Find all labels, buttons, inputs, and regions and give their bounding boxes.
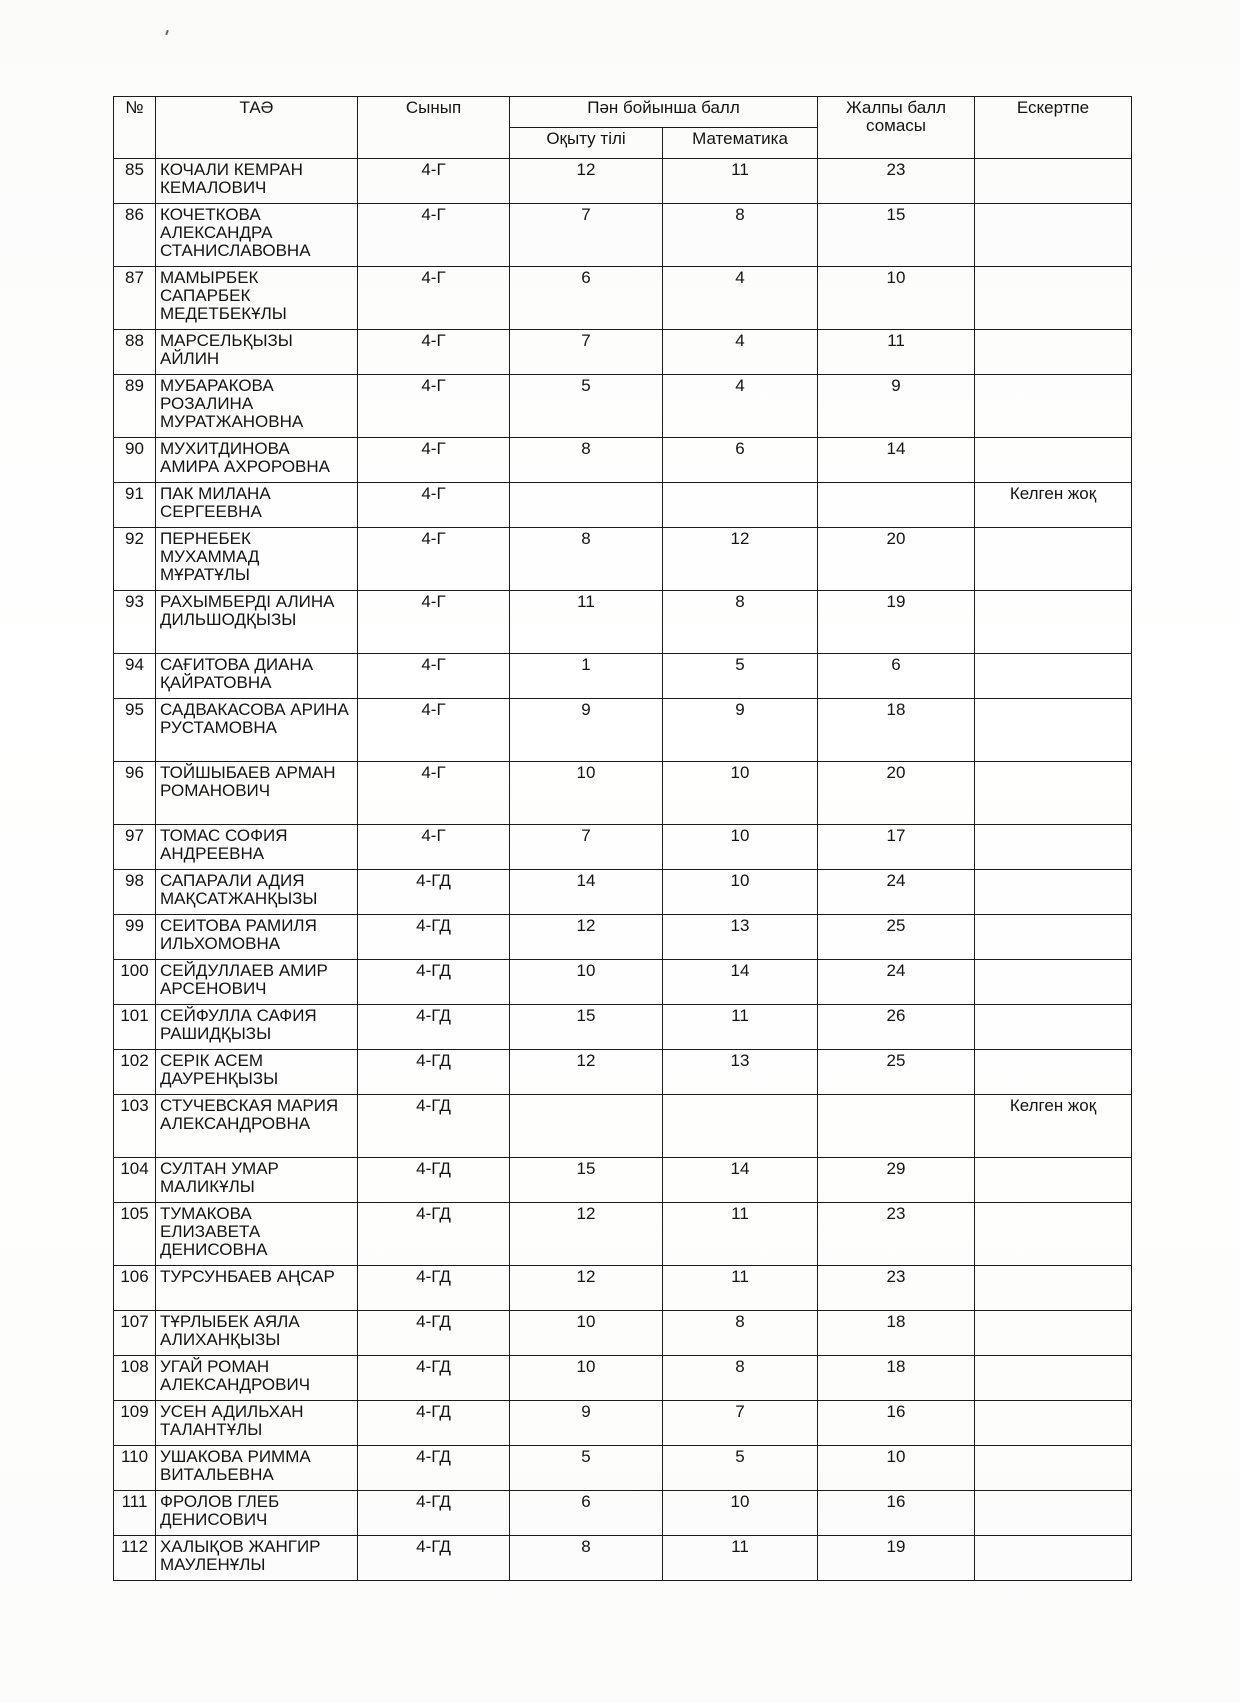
student-name: МУХИТДИНОВА АМИРА АХРОРОВНА — [156, 438, 358, 483]
student-name: КОЧЕТКОВА АЛЕКСАНДРА СТАНИСЛАВОВНА — [156, 204, 358, 267]
table-row — [114, 699, 1132, 762]
total-score: 15 — [818, 204, 975, 267]
student-name: ТҰРЛЫБЕК АЯЛА АЛИХАНҚЫЗЫ — [156, 1311, 358, 1356]
math-score — [663, 1095, 818, 1158]
lang-score: 7 — [510, 204, 663, 267]
student-name: УГАЙ РОМАН АЛЕКСАНДРОВИЧ — [156, 1356, 358, 1401]
note-cell — [975, 375, 1132, 438]
note-cell — [975, 1356, 1132, 1401]
student-name: МАРСЕЛЬҚЫЗЫ АЙЛИН — [156, 330, 358, 375]
note-cell — [975, 960, 1132, 1005]
lang-score: 12 — [510, 1050, 663, 1095]
table-row — [114, 204, 1132, 267]
math-score: 12 — [663, 528, 818, 591]
student-name: СЕРІК АСЕМ ДАУРЕНҚЫЗЫ — [156, 1050, 358, 1095]
class-cell: 4-ГД — [358, 1311, 510, 1356]
table-row — [114, 825, 1132, 870]
lang-score: 1 — [510, 654, 663, 699]
table-row — [114, 330, 1132, 375]
table-row — [114, 1158, 1132, 1203]
math-score: 11 — [663, 1203, 818, 1266]
class-cell: 4-ГД — [358, 1158, 510, 1203]
student-name: САДВАКАСОВА АРИНА РУСТАМОВНА — [156, 699, 358, 762]
lang-score: 5 — [510, 1446, 663, 1491]
row-number: 102 — [114, 1050, 156, 1095]
table-row — [114, 438, 1132, 483]
table-row — [114, 870, 1132, 915]
row-number: 99 — [114, 915, 156, 960]
note-cell: Келген жоқ — [975, 1095, 1132, 1158]
table-row — [114, 1005, 1132, 1050]
table-row — [114, 375, 1132, 438]
row-number: 86 — [114, 204, 156, 267]
table-body — [114, 159, 1132, 1581]
math-score: 11 — [663, 1266, 818, 1311]
table-row — [114, 1203, 1132, 1266]
total-score — [818, 483, 975, 528]
row-number: 97 — [114, 825, 156, 870]
class-cell: 4-Г — [358, 267, 510, 330]
lang-score — [510, 1095, 663, 1158]
class-cell: 4-ГД — [358, 915, 510, 960]
header-note: Ескертпе — [975, 97, 1132, 159]
class-cell: 4-Г — [358, 762, 510, 825]
student-name: СЕЙДУЛЛАЕВ АМИР АРСЕНОВИЧ — [156, 960, 358, 1005]
lang-score: 10 — [510, 1311, 663, 1356]
table-row — [114, 591, 1132, 654]
scan-speck — [165, 30, 169, 35]
row-number: 87 — [114, 267, 156, 330]
total-score: 24 — [818, 960, 975, 1005]
student-name: СУЛТАН УМАР МАЛИКҰЛЫ — [156, 1158, 358, 1203]
math-score: 7 — [663, 1401, 818, 1446]
class-cell: 4-Г — [358, 591, 510, 654]
table-row — [114, 267, 1132, 330]
total-score: 9 — [818, 375, 975, 438]
class-cell: 4-Г — [358, 375, 510, 438]
results-table — [113, 96, 1132, 1581]
lang-score: 8 — [510, 1536, 663, 1581]
student-name: ФРОЛОВ ГЛЕБ ДЕНИСОВИЧ — [156, 1491, 358, 1536]
student-name: СЕЙФУЛЛА САФИЯ РАШИДҚЫЗЫ — [156, 1005, 358, 1050]
note-cell — [975, 654, 1132, 699]
total-score — [818, 1095, 975, 1158]
math-score: 14 — [663, 960, 818, 1005]
student-name: УШАКОВА РИММА ВИТАЛЬЕВНА — [156, 1446, 358, 1491]
total-score: 20 — [818, 528, 975, 591]
lang-score: 12 — [510, 1203, 663, 1266]
lang-score: 12 — [510, 915, 663, 960]
row-number: 112 — [114, 1536, 156, 1581]
class-cell: 4-Г — [358, 528, 510, 591]
total-score: 23 — [818, 1203, 975, 1266]
lang-score: 9 — [510, 699, 663, 762]
class-cell: 4-ГД — [358, 1401, 510, 1446]
table-row — [114, 159, 1132, 204]
math-score: 8 — [663, 1311, 818, 1356]
table-row — [114, 483, 1132, 528]
math-score: 4 — [663, 375, 818, 438]
lang-score: 5 — [510, 375, 663, 438]
lang-score: 11 — [510, 591, 663, 654]
student-name: ТУРСУНБАЕВ АҢСАР — [156, 1266, 358, 1311]
class-cell: 4-ГД — [358, 960, 510, 1005]
lang-score: 12 — [510, 159, 663, 204]
class-cell: 4-ГД — [358, 1266, 510, 1311]
header-subject-score: Пән бойынша балл — [510, 97, 818, 128]
note-cell — [975, 591, 1132, 654]
row-number: 96 — [114, 762, 156, 825]
lang-score: 10 — [510, 762, 663, 825]
note-cell — [975, 1536, 1132, 1581]
table-row — [114, 1536, 1132, 1581]
row-number: 88 — [114, 330, 156, 375]
student-name: РАХЫМБЕРДІ АЛИНА ДИЛЬШОДҚЫЗЫ — [156, 591, 358, 654]
class-cell: 4-ГД — [358, 1005, 510, 1050]
lang-score: 6 — [510, 1491, 663, 1536]
total-score: 16 — [818, 1491, 975, 1536]
row-number: 103 — [114, 1095, 156, 1158]
math-score: 10 — [663, 825, 818, 870]
student-name: ТОМАС СОФИЯ АНДРЕЕВНА — [156, 825, 358, 870]
class-cell: 4-Г — [358, 699, 510, 762]
note-cell — [975, 204, 1132, 267]
total-score: 11 — [818, 330, 975, 375]
total-score: 29 — [818, 1158, 975, 1203]
row-number: 98 — [114, 870, 156, 915]
class-cell: 4-Г — [358, 825, 510, 870]
student-name: ПАК МИЛАНА СЕРГЕЕВНА — [156, 483, 358, 528]
table-row — [114, 1266, 1132, 1311]
row-number: 92 — [114, 528, 156, 591]
math-score: 8 — [663, 1356, 818, 1401]
note-cell — [975, 915, 1132, 960]
header-total: Жалпы балл сомасы — [818, 97, 975, 159]
student-name: СЕИТОВА РАМИЛЯ ИЛЬХОМОВНА — [156, 915, 358, 960]
lang-score: 12 — [510, 1266, 663, 1311]
table-row — [114, 1095, 1132, 1158]
row-number: 90 — [114, 438, 156, 483]
table-row — [114, 1401, 1132, 1446]
note-cell — [975, 267, 1132, 330]
lang-score: 10 — [510, 960, 663, 1005]
row-number: 107 — [114, 1311, 156, 1356]
student-name: ХАЛЫҚОВ ЖАНГИР МАУЛЕНҰЛЫ — [156, 1536, 358, 1581]
row-number: 101 — [114, 1005, 156, 1050]
row-number: 109 — [114, 1401, 156, 1446]
total-score: 10 — [818, 267, 975, 330]
note-cell — [975, 1446, 1132, 1491]
math-score: 11 — [663, 1536, 818, 1581]
note-cell — [975, 699, 1132, 762]
lang-score: 9 — [510, 1401, 663, 1446]
student-name: ТОЙШЫБАЕВ АРМАН РОМАНОВИЧ — [156, 762, 358, 825]
class-cell: 4-ГД — [358, 1095, 510, 1158]
class-cell: 4-Г — [358, 159, 510, 204]
math-score: 11 — [663, 159, 818, 204]
row-number: 95 — [114, 699, 156, 762]
lang-score: 7 — [510, 330, 663, 375]
math-score — [663, 483, 818, 528]
student-name: ТУМАКОВА ЕЛИЗАВЕТА ДЕНИСОВНА — [156, 1203, 358, 1266]
note-cell — [975, 1491, 1132, 1536]
table-row — [114, 528, 1132, 591]
header-class: Сынып — [358, 97, 510, 159]
lang-score: 10 — [510, 1356, 663, 1401]
student-name: УСЕН АДИЛЬХАН ТАЛАНТҰЛЫ — [156, 1401, 358, 1446]
table-row — [114, 915, 1132, 960]
lang-score: 8 — [510, 438, 663, 483]
class-cell: 4-ГД — [358, 1536, 510, 1581]
class-cell: 4-ГД — [358, 1356, 510, 1401]
header-math: Математика — [663, 128, 818, 159]
table-row — [114, 654, 1132, 699]
note-cell — [975, 330, 1132, 375]
lang-score: 15 — [510, 1158, 663, 1203]
table-row — [114, 1311, 1132, 1356]
total-score: 18 — [818, 699, 975, 762]
student-name: СТУЧЕВСКАЯ МАРИЯ АЛЕКСАНДРОВНА — [156, 1095, 358, 1158]
total-score: 18 — [818, 1311, 975, 1356]
header-no: № — [114, 97, 156, 159]
row-number: 93 — [114, 591, 156, 654]
header-row — [114, 97, 1132, 128]
class-cell: 4-ГД — [358, 1050, 510, 1095]
row-number: 85 — [114, 159, 156, 204]
class-cell: 4-Г — [358, 654, 510, 699]
total-score: 25 — [818, 1050, 975, 1095]
math-score: 9 — [663, 699, 818, 762]
lang-score: 7 — [510, 825, 663, 870]
student-name: КОЧАЛИ КЕМРАН КЕМАЛОВИЧ — [156, 159, 358, 204]
class-cell: 4-ГД — [358, 1446, 510, 1491]
row-number: 105 — [114, 1203, 156, 1266]
total-score: 23 — [818, 159, 975, 204]
lang-score: 15 — [510, 1005, 663, 1050]
note-cell: Келген жоқ — [975, 483, 1132, 528]
student-name: МАМЫРБЕК САПАРБЕК МЕДЕТБЕКҰЛЫ — [156, 267, 358, 330]
note-cell — [975, 1311, 1132, 1356]
student-name: САҒИТОВА ДИАНА ҚАЙРАТОВНА — [156, 654, 358, 699]
math-score: 10 — [663, 762, 818, 825]
note-cell — [975, 762, 1132, 825]
class-cell: 4-ГД — [358, 1491, 510, 1536]
math-score: 5 — [663, 1446, 818, 1491]
table-row — [114, 1491, 1132, 1536]
total-score: 25 — [818, 915, 975, 960]
row-number: 89 — [114, 375, 156, 438]
class-cell: 4-ГД — [358, 1203, 510, 1266]
note-cell — [975, 825, 1132, 870]
row-number: 106 — [114, 1266, 156, 1311]
note-cell — [975, 1266, 1132, 1311]
class-cell: 4-Г — [358, 483, 510, 528]
row-number: 111 — [114, 1491, 156, 1536]
math-score: 8 — [663, 204, 818, 267]
total-score: 19 — [818, 591, 975, 654]
total-score: 10 — [818, 1446, 975, 1491]
row-number: 108 — [114, 1356, 156, 1401]
row-number: 91 — [114, 483, 156, 528]
lang-score — [510, 483, 663, 528]
lang-score: 14 — [510, 870, 663, 915]
header-lang: Оқыту тілі — [510, 128, 663, 159]
total-score: 19 — [818, 1536, 975, 1581]
note-cell — [975, 528, 1132, 591]
math-score: 14 — [663, 1158, 818, 1203]
note-cell — [975, 159, 1132, 204]
note-cell — [975, 1158, 1132, 1203]
note-cell — [975, 870, 1132, 915]
total-score: 6 — [818, 654, 975, 699]
row-number: 94 — [114, 654, 156, 699]
class-cell: 4-Г — [358, 438, 510, 483]
math-score: 6 — [663, 438, 818, 483]
header-name: ТАӘ — [156, 97, 358, 159]
row-number: 100 — [114, 960, 156, 1005]
lang-score: 6 — [510, 267, 663, 330]
total-score: 24 — [818, 870, 975, 915]
lang-score: 8 — [510, 528, 663, 591]
total-score: 23 — [818, 1266, 975, 1311]
table-row — [114, 762, 1132, 825]
row-number: 104 — [114, 1158, 156, 1203]
math-score: 8 — [663, 591, 818, 654]
math-score: 10 — [663, 870, 818, 915]
class-cell: 4-Г — [358, 204, 510, 267]
note-cell — [975, 1203, 1132, 1266]
class-cell: 4-ГД — [358, 870, 510, 915]
total-score: 26 — [818, 1005, 975, 1050]
class-cell: 4-Г — [358, 330, 510, 375]
total-score: 16 — [818, 1401, 975, 1446]
student-name: ПЕРНЕБЕК МУХАММАД МҰРАТҰЛЫ — [156, 528, 358, 591]
student-name: МУБАРАКОВА РОЗАЛИНА МУРАТЖАНОВНА — [156, 375, 358, 438]
row-number: 110 — [114, 1446, 156, 1491]
math-score: 13 — [663, 915, 818, 960]
total-score: 17 — [818, 825, 975, 870]
note-cell — [975, 438, 1132, 483]
total-score: 14 — [818, 438, 975, 483]
math-score: 13 — [663, 1050, 818, 1095]
math-score: 11 — [663, 1005, 818, 1050]
note-cell — [975, 1050, 1132, 1095]
math-score: 4 — [663, 330, 818, 375]
table-row — [114, 960, 1132, 1005]
table-row — [114, 1446, 1132, 1491]
student-name: САПАРАЛИ АДИЯ МАҚСАТЖАНҚЫЗЫ — [156, 870, 358, 915]
table-row — [114, 1050, 1132, 1095]
math-score: 5 — [663, 654, 818, 699]
total-score: 20 — [818, 762, 975, 825]
math-score: 4 — [663, 267, 818, 330]
note-cell — [975, 1005, 1132, 1050]
note-cell — [975, 1401, 1132, 1446]
total-score: 18 — [818, 1356, 975, 1401]
math-score: 10 — [663, 1491, 818, 1536]
table-row — [114, 1356, 1132, 1401]
